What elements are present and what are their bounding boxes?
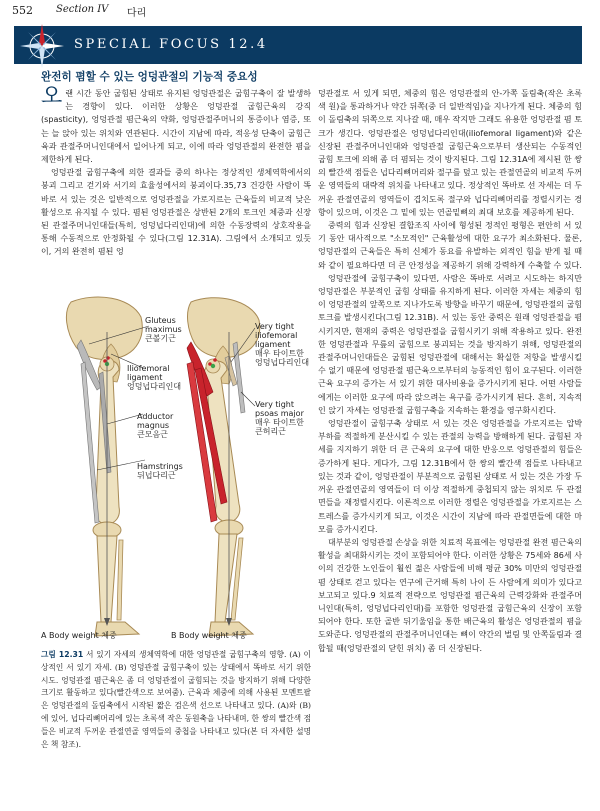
panel-a-skeleton xyxy=(66,297,142,636)
paragraph: 엉덩관절에 굽힘구축이 있다면, 사람은 똑바로 서려고 시도하는 하지만 엉덩관절은 부분적인 굽힘 상태를 유지하게 된다. 이러한 자세는 체중의 힘이 엉덩관절의 앞쪽으로 지나가도록 방향을 바꾸기 때문에, 엉덩관절의 굽힘 토크를 발생시킨다(그림 12.31B). 서 있는 동안 중력은 원래 엉덩관절을 폄시키지만, 현재의 중력은 엉덩관절을 굽힘시키기 위해 작용하고 있다. 완전한 엉덩관절과 무릎의 굽힘으로 붕괴되는 것을 방지하기 위해, 엉덩관절의 관절주머니인대들은 굽힘된 엉덩관절에 대해서는 확실한 저항을 발생시킬 수 없기 때문에 엉덩관절 폄근육으로부터의 능동적인 힘이 요구된다. 이러한 근육 요구의 증가는 서 있기 위한 대사비용을 증가시키게 된다. 어떤 사람들에게는 이러한 요구에 따라 앉으려는 욕구를 증가시키게 된다. 흔히, 지속적인 앉기 자세는 엉덩관절 굽힘구축을 지속하는 환경을 영구화시킨다. xyxy=(318,273,582,415)
banner-label: SPECIAL FOCUS 12.4 xyxy=(74,37,268,52)
label-very-tight-iliofemoral: Very tight iliofemoral ligament 매우 타이트한 엉덩넙다리인대 xyxy=(255,322,310,367)
label-hamstrings: Hamstrings 뒤넙다리근 xyxy=(137,462,183,480)
paragraph: 엉덩관절 굽힘구축에 의한 결과들 중의 하나는 정상적인 생체역학에서의 붕괴 그리고 걷기와 서기의 효율성에서의 붕괴이다.35,73 건강한 사람이 똑바로 서 있는 것은 일반적으로 엉덩관절을 가로지르는 근육들의 비교적 낮은 활성으로 유지될 수 있다. 폄된 엉덩관절은 상반된 2개의 토크인 체중과 신장된 관절주머니인대들(특히, 엉덩넙다리인대)에 의한 수동장력의 상호작용을 통해 수동적으로 안정화될 수 있다(그림 12.31A). 그림에서 소개되고 있듯이, 거의 완전히 폄된 엉 xyxy=(41,168,311,257)
panel-b-skeleton xyxy=(187,298,260,636)
panel-a-label: A Body weight 체중 xyxy=(41,631,117,640)
figure-12-31 xyxy=(41,292,311,644)
figure-caption xyxy=(41,649,311,751)
paragraph: 중력의 힘과 신장된 결합조직 사이에 형성된 정적인 평형은 편안히 서 있기 동안 대사적으로 "소모적인" 근육활성에 대한 요구가 최소화된다. 물론, 엉덩관절의 근육들은 특히 신체가 동요를 유발하는 외적인 힘을 받게 될 때와 같이 필요하다면 더 큰 안정성을 제공하기 위해 강력하게 수축할 수 있다. xyxy=(318,221,582,270)
running-header xyxy=(0,0,600,20)
label-very-tight-psoas: Very tight psoas major 매우 타이트한 큰허리근 xyxy=(255,400,304,436)
chapter-label: 다리 xyxy=(127,8,147,19)
caption-label: 그림 12.31 xyxy=(41,650,84,659)
paragraph: 엉덩관절이 굽힘구축 상태로 서 있는 것은 엉덩관절을 가로지르는 압박 부하를 적절하게 분산시킬 수 있는 관절의 능력을 방해하게 된다. 굽힘된 자세를 지지하기 위한 더 큰 근육의 요구에 대한 반응으로 엉덩관절의 힘들은 증가하게 된다. 게다가, 그림 12.31B에서 한 쌍의 빨간색 점들로 나타내고 있는 것과 같이, 엉덩관절이 부분적으로 굽힘된 상태로 서 있는 것은 가장 두꺼운 관절연골의 영역들이 더 이상 적절하게 중첩되지 않는 위치로 두 관절면들을 재정렬시킨다. 이론적으로 이러한 정렬은 엉덩관절을 가로지르는 스트레스를 증가시키게 되고, 이것은 시간이 지남에 따라 관절면들에 대한 마모를 증가시킨다. xyxy=(318,419,582,534)
special-focus-banner xyxy=(14,26,582,64)
paragraph: 대부분의 엉덩관절 손상을 위한 치료적 목표에는 엉덩관절 완전 폄근육의 활성을 최대화시키는 것이 포함되어야 한다. 이러한 상황은 75세와 86세 사이의 건강한 노인들이 훨씬 젊은 사람들에 비해 평균 30% 미만의 엉덩관절 폄 상태로 걷고 있다는 연구에 근거해 특히 나이 든 사람에게 의미가 있다고 보고되고 있다.9 치료적 전략으로 엉덩관절 폄근육의 근력강화와 관절주머니인대(특히, 엉덩넙다리인대)를 포함한 엉덩관절 굽힘근육의 신장이 포함되어야 한다. 또한 골반 뒤기울임을 통한 배근육의 활성은 엉덩관절의 폄을 도와준다. 엉덩관절의 관절주머니인대는 뼈이 약간의 벌림 및 안쪽돌림과 결합될 때(엉덩관절의 닫힌 위치) 좀 더 신장된다. xyxy=(318,537,582,653)
label-iliofemoral-ligament: Iliofemoral ligament 엉덩넙다리인대 xyxy=(127,364,182,391)
drop-cap: 오 xyxy=(41,84,63,109)
paragraph: 덩관절로 서 있게 되면, 체중의 힘은 엉덩관절의 안-가쪽 돌림축(작은 초록색 원)을 통과하거나 약간 뒤쪽(중 더 일반적임)을 지나가게 된다. 체중의 힘이 돌림축의 뒤쪽으로 지나갈 때, 매우 작지만 그래도 유용한 엉덩관절 폄 토크가 생긴다. 엉덩관절은 엉덩넙다리인대(iliofemoral ligament)와 같은 신장된 관절주머니인대와 엉덩관절 굽힘근육으로부터 생산되는 수동적인 굽힘 토크에 의해 좀 더 폄되는 것이 방지된다. 그림 12.31A에 제시된 한 쌍의 빨간색 점들은 넙다리뼈머리와 절구를 덮고 있는 관절연골의 비교적 두꺼운 영역들의 대략적 위치를 나타내고 있다. 정상적인 똑바로 선 자세는 더 두꺼운 관절연골의 영역들이 겹치도록 절구와 넙다리뼈머리를 정렬시키는 경향이 있으며, 이것은 그 밑에 있는 연골밑뼈의 최대 보호를 제공하게 된다. xyxy=(318,89,582,217)
label-gluteus-maximus: Gluteus maximus 큰볼기근 xyxy=(145,316,182,343)
compass-rose-icon xyxy=(18,22,66,70)
page-number: 552 xyxy=(12,4,33,17)
focus-subtitle: 완전히 폄할 수 있는 엉덩관절의 기능적 중요성 xyxy=(41,71,258,83)
label-adductor-magnus: Adductor magnus 큰모음근 xyxy=(137,412,174,439)
right-column xyxy=(318,87,582,655)
paragraph: 오랜 시간 동안 굽힘된 상태로 유지된 엉덩관절은 굽힘구축이 잘 발생하는 경향이 있다. 이러한 상황은 엉덩관절 굽힘근육의 강직(spasticity), 엉덩관절 폄근육의 약화, 엉덩관절주머니의 통증이나 염증, 또는 늘 앉아 있는 위치와 연관된다. 시간이 지남에 따라, 적응성 단축이 굽힘근육과 관절주머니인대에서 일어나게 되고, 이에 따라 엉덩관절의 완전한 폄을 제한하게 된다. xyxy=(41,84,311,165)
left-column xyxy=(41,84,311,259)
section-label: Section IV xyxy=(56,4,109,15)
caption-text: 서 있기 자세의 생체역학에 대한 엉덩관절 굽힘구축의 영향. (A) 이상적인 서 있기 자세. (B) 엉덩관절 굽힘구축이 있는 상태에서 똑바로 서기 위한 시도. 엉덩관절 폄근육은 좀 더 엉덩관절이 굽힘되는 것을 방지하기 위해 다양한 크기로 활동하고 있다(빨간색으로 보여줌). 근육과 체중에 의해 사용된 모멘트팔은 엉덩관절의 돌림축에서 시작된 짧은 검은색 선으로 나타내고 있다. (A)와 (B)에 있어, 넙다리뼈머리에 있는 초록색 작은 동원축을 나타내며, 한 쌍의 빨간색 점들은 비교적 두꺼운 관절연골 영역들의 중첩을 나타내고 있다(본 더 자세한 설명은 책 참조). xyxy=(41,650,311,749)
panel-b-label: B Body weight 체중 xyxy=(171,631,247,640)
